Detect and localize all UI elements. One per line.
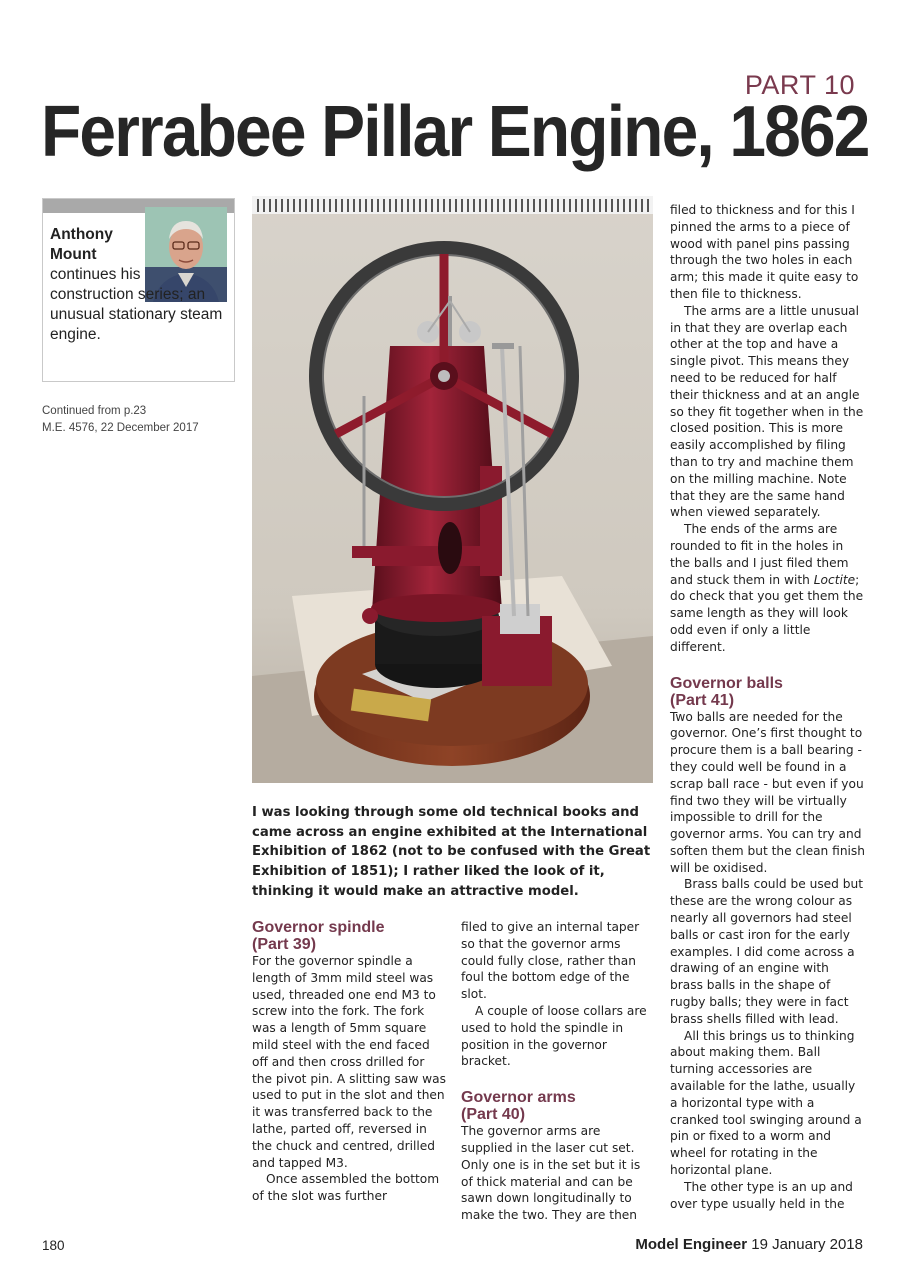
intro-paragraph: I was looking through some old technical books and came across an engine exhibited at the International Exhibition of 1862 (not to be confused with the Great Exhibition of 1851); I rather liked the look of it, thinking it would make an attractive model. <box>252 805 651 899</box>
italic-product-name: Loctite <box>813 572 856 587</box>
paragraph: The arms are a little unusual in that they are overlap each other at the top and have a single pivot. This means they need to be reduced for half their thickness and at an angle so they fit together when in the closed position. This is more easily accomplished by filing than to try and machine them on the milling machine. Note that they are the same hand when viewed separately. <box>670 303 864 520</box>
heading-part: (Part 41) <box>670 691 735 709</box>
paragraph: A couple of loose collars are used to hold the spindle in position in the governor bracket. <box>461 1003 647 1069</box>
engine-photo <box>252 196 653 783</box>
heading-text: Governor balls <box>670 674 783 692</box>
article-title: Ferrabee Pillar Engine, 1862 <box>41 92 869 172</box>
heading-text: Governor arms <box>461 1089 576 1107</box>
paragraph: Once assembled the bottom of the slot was further <box>252 1172 440 1204</box>
heading-part: (Part 40) <box>461 1106 526 1124</box>
magazine-name: Model Engineer <box>635 1236 748 1253</box>
text-column-1 <box>252 919 448 1205</box>
paragraph: The other type is an up and over type usually held in the <box>670 1179 853 1211</box>
text-column-2 <box>461 919 654 1224</box>
continued-from: Continued from p.23 <box>42 405 147 417</box>
paragraph: filed to thickness and for this I pinned the arms to a piece of wood with panel pins passing through the two holes in each arm; this made it quite easy to then file to thickness. <box>670 203 859 301</box>
heading-text: Governor spindle <box>252 919 385 936</box>
heading-governor-spindle <box>252 919 448 953</box>
paragraph: All this brings us to thinking about making them. Ball turning accessories are available for the lathe, usually a horizontal type with a cranked tool swinging around a pin or fixed to a worm and wheel for rotating in the horizontal plane. <box>670 1028 862 1178</box>
footer-magazine <box>635 1236 863 1253</box>
heading-part: (Part 39) <box>252 936 317 953</box>
page-number: 180 <box>42 1238 65 1253</box>
author-description: continues his construction series; an unusual stationary steam engine. <box>50 266 223 343</box>
heading-governor-balls <box>670 675 865 709</box>
text-column-3 <box>670 202 865 1212</box>
issue-reference: M.E. 4576, 22 December 2017 <box>42 422 199 434</box>
author-blurb <box>50 225 225 345</box>
issue-date: 19 January 2018 <box>751 1236 863 1253</box>
author-name-line1: Anthony <box>50 226 113 243</box>
paragraph: Two balls are needed for the governor. One’s first thought to procure them is a ball bearing - they could well be found in a scrap ball race - but even if you find two they will be virtually impossible to drill for the governor arms. You can try and soften them but the clean finish will be oxidised. <box>670 709 866 875</box>
author-name-line2: Mount <box>50 246 97 263</box>
continued-note <box>42 403 242 437</box>
paragraph <box>670 521 865 655</box>
paragraph: Brass balls could be used but these are the wrong colour as nearly all governors had steel balls or cast iron for the early examples. I did come across a drawing of an engine with brass balls in the shape of rugby balls; they were in fact brass shells filled with lead. <box>670 877 864 1026</box>
text-run: ; do check that you get them the same length as they will look odd even if only a little different. <box>670 572 864 654</box>
heading-governor-arms <box>461 1089 654 1123</box>
paragraph: For the governor spindle a length of 3mm mild steel was used, threaded one end M3 to screw into the fork. The fork was a length of 5mm square mild steel with the end faced off and then cross drilled for the pivot pin. A slitting saw was used to put in the slot and then it was transferred back to the lathe, parted off, reversed in the chuck and centred, drilled and tapped M3. <box>252 954 446 1170</box>
paragraph: The governor arms are supplied in the laser cut set. Only one is in the set but it is of thick material and can be sawn down longitudinally to make the two. They are then <box>461 1124 641 1223</box>
part-label: PART 10 <box>744 70 855 100</box>
text-run: The ends of the arms are rounded to fit in the holes in the balls and I just filed them and stuck them in with <box>670 522 849 587</box>
author-box <box>42 198 235 382</box>
paragraph: filed to give an internal taper so that the governor arms could fully close, rather than foul the bottom edge of the slot. <box>461 920 640 1002</box>
